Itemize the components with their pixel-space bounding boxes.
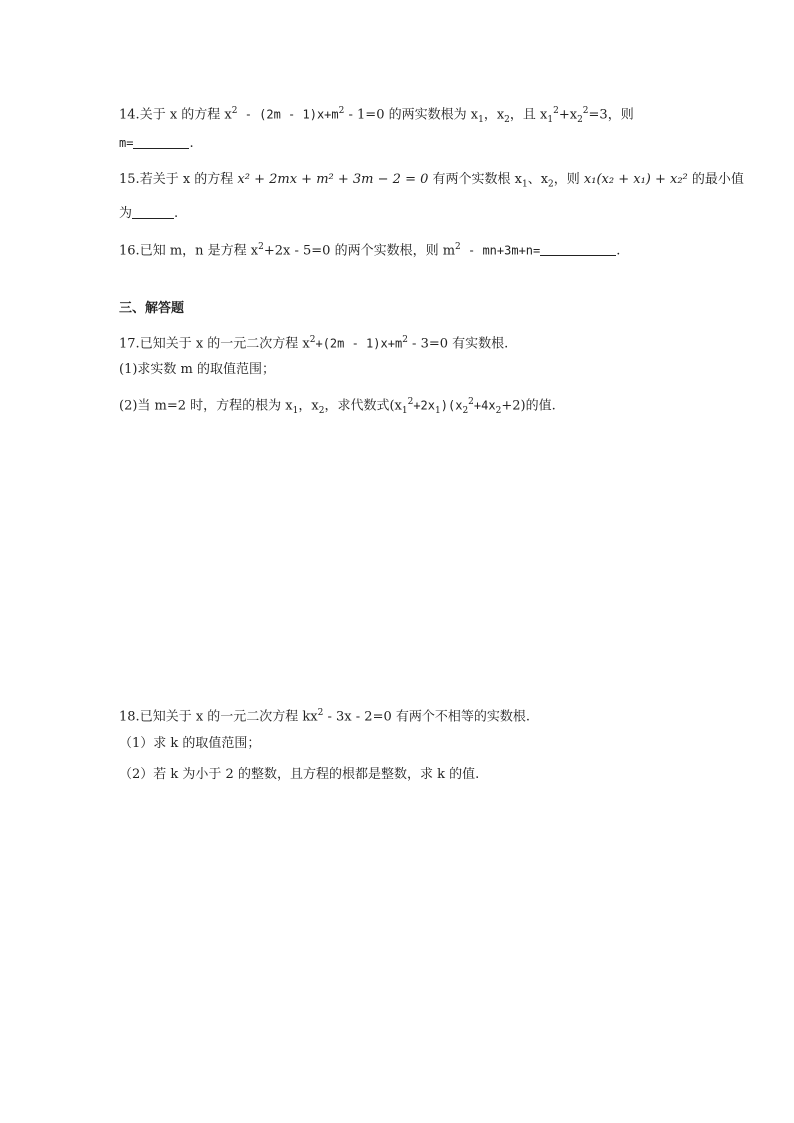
question-text: 已知关于 x 的一元二次方程 x: [139, 336, 310, 352]
subscript: 1: [478, 114, 484, 125]
subscript: 2: [577, 114, 583, 125]
subscript: 1: [547, 114, 554, 125]
superscript: 2: [468, 397, 474, 407]
equation: x² + 2mx + m² + 3m − 2 = 0: [237, 172, 429, 187]
answer-blank[interactable]: [132, 204, 174, 219]
part-text: +2x: [413, 398, 436, 413]
question-text: ，x: [483, 107, 505, 123]
subscript: 2: [462, 405, 469, 416]
question-15-line-2: [119, 204, 178, 224]
question-text: +2x - 5=0 的两个实数根，则 m: [263, 243, 456, 259]
question-number: 18.: [119, 709, 140, 725]
superscript: 2: [582, 106, 589, 116]
question-number: 16.: [119, 243, 140, 259]
answer-prefix: 为: [119, 206, 133, 221]
answer-blank[interactable]: [133, 134, 189, 149]
part-text: +2)的值.: [501, 398, 556, 414]
superscript: 2: [553, 106, 559, 116]
question-text: 有两个实数根 x: [428, 172, 522, 187]
question-text: 、x: [527, 172, 549, 187]
question-text: =3，则: [588, 107, 634, 123]
question-17-part-1: (1)求实数 m 的取值范围；: [119, 362, 276, 377]
question-18-line: [119, 703, 530, 727]
question-text: 若关于 x 的方程: [139, 172, 238, 187]
question-text: +x: [558, 107, 578, 123]
equation-text: - (2m - 1)x+m: [237, 107, 339, 122]
equation-text: +(2m - 1)x+m: [315, 336, 403, 351]
question-text: - 3=0 有实数根.: [407, 336, 509, 352]
question-17-part-2: [119, 392, 556, 421]
expression: x₁(x₂ + x₁) + x₂²: [583, 172, 688, 187]
subscript: 2: [548, 179, 554, 190]
question-17-line: [119, 330, 508, 354]
equation-text: - mn+3m+n=: [460, 243, 541, 258]
period: .: [174, 206, 179, 221]
question-18-part-2: （2）若 k 为小于 2 的整数，且方程的根都是整数，求 k 的值.: [119, 767, 480, 782]
superscript: 2: [309, 335, 316, 345]
superscript: 2: [402, 335, 408, 345]
question-text: ，则: [553, 172, 584, 187]
part-text: ，求代数式(x: [324, 398, 402, 414]
subscript: 1: [401, 405, 408, 416]
question-text: 已知 m，n 是方程 x: [139, 243, 259, 259]
superscript: 2: [407, 397, 414, 407]
part-text: )(x: [440, 398, 463, 413]
part-text: (2)当 m=2 时，方程的根为 x: [119, 398, 293, 414]
subscript: 2: [495, 405, 502, 416]
part-text: ，x: [298, 398, 319, 414]
superscript: 2: [455, 242, 461, 252]
question-text: - 3x - 2=0 有两个不相等的实数根.: [323, 709, 530, 725]
subscript: 1: [292, 405, 299, 416]
superscript: 2: [338, 106, 345, 116]
question-number: 17.: [119, 336, 140, 352]
part-text: +4x: [473, 398, 496, 413]
section-heading: 三、解答题: [119, 301, 185, 316]
question-15-line-1: [119, 170, 744, 195]
answer-blank[interactable]: [540, 241, 616, 256]
question-text: 关于 x 的方程 x: [139, 107, 232, 123]
subscript: 1: [435, 405, 441, 416]
question-text: ，且 x: [509, 107, 548, 123]
subscript: 1: [521, 179, 528, 190]
question-number: 14.: [119, 107, 140, 123]
question-14-line-1: [119, 101, 634, 130]
question-text: 的最小值: [687, 172, 744, 187]
question-18-part-1: （1）求 k 的取值范围；: [119, 736, 261, 751]
period: .: [616, 243, 621, 259]
question-16-line: [119, 237, 620, 261]
period: .: [189, 136, 194, 151]
subscript: 2: [504, 114, 510, 125]
question-text: - 1=0 的两实数根为 x: [344, 107, 479, 123]
superscript: 2: [317, 708, 324, 718]
question-number: 15.: [119, 172, 140, 187]
question-text: 已知关于 x 的一元二次方程 kx: [139, 709, 318, 725]
answer-prefix: m=: [119, 136, 134, 150]
superscript: 2: [231, 106, 238, 116]
question-14-line-2: [119, 133, 194, 154]
subscript: 2: [318, 405, 325, 416]
superscript: 2: [258, 242, 264, 252]
